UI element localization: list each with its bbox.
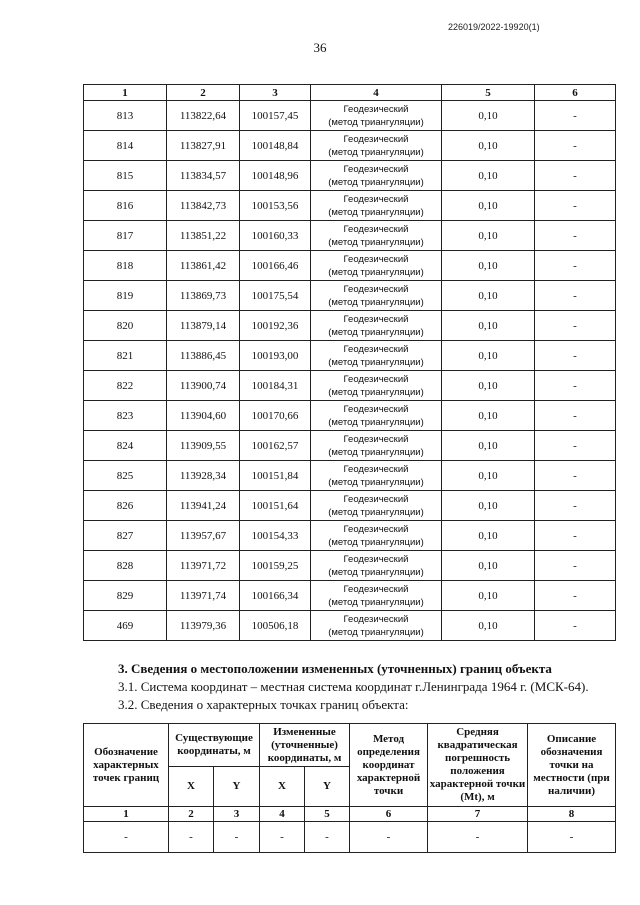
method-cell <box>311 131 442 161</box>
y-coordinate-cell: 100148,84 <box>240 131 311 161</box>
description-cell: - <box>535 251 616 281</box>
table-header-row <box>84 724 616 767</box>
point-number-cell: 814 <box>84 131 167 161</box>
y-coordinate-cell: 100192,36 <box>240 311 311 341</box>
method-line: Геодезический <box>343 193 409 205</box>
table-row <box>84 581 616 611</box>
table-row <box>84 371 616 401</box>
point-number-cell: 813 <box>84 101 167 131</box>
y-coordinate-cell: 100153,56 <box>240 191 311 221</box>
column-numbers-row <box>84 807 616 822</box>
description-cell: - <box>535 611 616 641</box>
table-cell: - <box>305 822 350 853</box>
header-cell: 2 <box>167 85 240 101</box>
accuracy-cell: 0,10 <box>442 581 535 611</box>
method-line: Геодезический <box>343 373 409 385</box>
header-changed-coordinates: Измененные (уточненные) координаты, м <box>260 724 350 767</box>
accuracy-cell: 0,10 <box>442 341 535 371</box>
point-number-cell: 820 <box>84 311 167 341</box>
x-coordinate-cell: 113971,74 <box>167 581 240 611</box>
method-line: Геодезический <box>343 493 409 505</box>
header-cell: 5 <box>442 85 535 101</box>
method-line: (метод триангуляции) <box>328 116 424 128</box>
method-line: Геодезический <box>343 403 409 415</box>
y-coordinate-cell: 100151,84 <box>240 461 311 491</box>
point-number-cell: 469 <box>84 611 167 641</box>
description-cell: - <box>535 431 616 461</box>
x-coordinate-cell: 113979,36 <box>167 611 240 641</box>
method-line: Геодезический <box>343 133 409 145</box>
column-number: 6 <box>350 807 428 822</box>
accuracy-cell: 0,10 <box>442 281 535 311</box>
accuracy-cell: 0,10 <box>442 401 535 431</box>
method-line: Геодезический <box>343 343 409 355</box>
description-cell: - <box>535 311 616 341</box>
method-cell <box>311 251 442 281</box>
table-row <box>84 401 616 431</box>
accuracy-cell: 0,10 <box>442 131 535 161</box>
header-mean-error: Средняя квадратическая погрешность положения характерной точки (Mt), м <box>428 724 528 807</box>
point-number-cell: 817 <box>84 221 167 251</box>
coordinates-table <box>83 84 616 641</box>
table-row <box>84 822 616 853</box>
table-row <box>84 131 616 161</box>
method-line: (метод триангуляции) <box>328 596 424 608</box>
accuracy-cell: 0,10 <box>442 431 535 461</box>
table-row <box>84 341 616 371</box>
table-row <box>84 521 616 551</box>
method-line: (метод триангуляции) <box>328 476 424 488</box>
accuracy-cell: 0,10 <box>442 101 535 131</box>
accuracy-cell: 0,10 <box>442 371 535 401</box>
header-existing-coordinates: Существующие координаты, м <box>169 724 260 767</box>
table-cell: - <box>169 822 214 853</box>
method-line: Геодезический <box>343 283 409 295</box>
table-cell: - <box>214 822 260 853</box>
method-line: Геодезический <box>343 613 409 625</box>
header-x-existing: X <box>169 767 214 807</box>
y-coordinate-cell: 100148,96 <box>240 161 311 191</box>
point-number-cell: 822 <box>84 371 167 401</box>
description-cell: - <box>535 191 616 221</box>
description-cell: - <box>535 281 616 311</box>
column-number: 3 <box>214 807 260 822</box>
table-row <box>84 101 616 131</box>
method-line: (метод триангуляции) <box>328 146 424 158</box>
point-number-cell: 826 <box>84 491 167 521</box>
method-line: (метод триангуляции) <box>328 446 424 458</box>
method-cell <box>311 401 442 431</box>
y-coordinate-cell: 100159,25 <box>240 551 311 581</box>
x-coordinate-cell: 113842,73 <box>167 191 240 221</box>
table-cell: - <box>84 822 169 853</box>
description-cell: - <box>535 461 616 491</box>
x-coordinate-cell: 113886,45 <box>167 341 240 371</box>
description-cell: - <box>535 521 616 551</box>
table-cell: - <box>260 822 305 853</box>
method-line: (метод триангуляции) <box>328 356 424 368</box>
method-cell <box>311 551 442 581</box>
x-coordinate-cell: 113851,22 <box>167 221 240 251</box>
method-cell <box>311 491 442 521</box>
x-coordinate-cell: 113971,72 <box>167 551 240 581</box>
point-number-cell: 827 <box>84 521 167 551</box>
y-coordinate-cell: 100151,64 <box>240 491 311 521</box>
y-coordinate-cell: 100162,57 <box>240 431 311 461</box>
section-title: 3. Сведения о местоположении измененных (уточненных) границ объекта <box>118 661 552 676</box>
table-row <box>84 491 616 521</box>
method-line: Геодезический <box>343 463 409 475</box>
method-line: Геодезический <box>343 553 409 565</box>
y-coordinate-cell: 100170,66 <box>240 401 311 431</box>
method-cell <box>311 341 442 371</box>
y-coordinate-cell: 100184,31 <box>240 371 311 401</box>
description-cell: - <box>535 581 616 611</box>
column-number: 4 <box>260 807 305 822</box>
method-cell <box>311 221 442 251</box>
method-cell <box>311 101 442 131</box>
x-coordinate-cell: 113869,73 <box>167 281 240 311</box>
table-header-row <box>84 85 616 101</box>
page-number: 36 <box>313 40 327 55</box>
method-cell <box>311 281 442 311</box>
method-line: (метод триангуляции) <box>328 206 424 218</box>
column-number: 7 <box>428 807 528 822</box>
description-cell: - <box>535 131 616 161</box>
accuracy-cell: 0,10 <box>442 221 535 251</box>
accuracy-cell: 0,10 <box>442 551 535 581</box>
table-row <box>84 551 616 581</box>
x-coordinate-cell: 113928,34 <box>167 461 240 491</box>
x-coordinate-cell: 113941,24 <box>167 491 240 521</box>
y-coordinate-cell: 100166,46 <box>240 251 311 281</box>
accuracy-cell: 0,10 <box>442 161 535 191</box>
accuracy-cell: 0,10 <box>442 251 535 281</box>
x-coordinate-cell: 113827,91 <box>167 131 240 161</box>
x-coordinate-cell: 113834,57 <box>167 161 240 191</box>
point-number-cell: 828 <box>84 551 167 581</box>
method-line: (метод триангуляции) <box>328 536 424 548</box>
header-y-changed: Y <box>305 767 350 807</box>
x-coordinate-cell: 113909,55 <box>167 431 240 461</box>
method-cell <box>311 311 442 341</box>
method-line: (метод триангуляции) <box>328 176 424 188</box>
method-cell <box>311 611 442 641</box>
x-coordinate-cell: 113861,42 <box>167 251 240 281</box>
point-number-cell: 818 <box>84 251 167 281</box>
method-line: Геодезический <box>343 163 409 175</box>
accuracy-cell: 0,10 <box>442 521 535 551</box>
accuracy-cell: 0,10 <box>442 191 535 221</box>
accuracy-cell: 0,10 <box>442 311 535 341</box>
table-row <box>84 221 616 251</box>
characteristic-points-line: 3.2. Сведения о характерных точках границ объекта: <box>118 697 409 712</box>
point-number-cell: 816 <box>84 191 167 221</box>
method-line: Геодезический <box>343 103 409 115</box>
method-line: Геодезический <box>343 223 409 235</box>
description-cell: - <box>535 161 616 191</box>
header-cell: 1 <box>84 85 167 101</box>
point-number-cell: 825 <box>84 461 167 491</box>
header-designation: Обозначение характерных точек границ <box>84 724 169 807</box>
method-cell <box>311 581 442 611</box>
method-line: Геодезический <box>343 523 409 535</box>
table-row <box>84 431 616 461</box>
method-cell <box>311 521 442 551</box>
y-coordinate-cell: 100193,00 <box>240 341 311 371</box>
method-cell <box>311 371 442 401</box>
method-line: (метод триангуляции) <box>328 626 424 638</box>
y-coordinate-cell: 100154,33 <box>240 521 311 551</box>
point-number-cell: 821 <box>84 341 167 371</box>
table-row <box>84 161 616 191</box>
x-coordinate-cell: 113900,74 <box>167 371 240 401</box>
description-cell: - <box>535 341 616 371</box>
x-coordinate-cell: 113879,14 <box>167 311 240 341</box>
method-line: Геодезический <box>343 313 409 325</box>
document-id: 226019/2022-19920(1) <box>448 22 540 32</box>
method-line: (метод триангуляции) <box>328 386 424 398</box>
description-cell: - <box>535 221 616 251</box>
description-cell: - <box>535 371 616 401</box>
header-method: Метод определения координат характерной точки <box>350 724 428 807</box>
table-cell: - <box>428 822 528 853</box>
method-line: (метод триангуляции) <box>328 296 424 308</box>
point-number-cell: 829 <box>84 581 167 611</box>
method-cell <box>311 461 442 491</box>
x-coordinate-cell: 113904,60 <box>167 401 240 431</box>
point-number-cell: 815 <box>84 161 167 191</box>
table-row <box>84 461 616 491</box>
method-cell <box>311 431 442 461</box>
method-line: (метод триангуляции) <box>328 266 424 278</box>
y-coordinate-cell: 100157,45 <box>240 101 311 131</box>
method-line: (метод триангуляции) <box>328 236 424 248</box>
header-y-existing: Y <box>214 767 260 807</box>
header-cell: 3 <box>240 85 311 101</box>
method-cell <box>311 161 442 191</box>
method-line: Геодезический <box>343 433 409 445</box>
y-coordinate-cell: 100160,33 <box>240 221 311 251</box>
method-line: (метод триангуляции) <box>328 566 424 578</box>
accuracy-cell: 0,10 <box>442 461 535 491</box>
header-description: Описание обозначения точки на местности (при наличии) <box>528 724 616 807</box>
accuracy-cell: 0,10 <box>442 611 535 641</box>
point-number-cell: 819 <box>84 281 167 311</box>
header-x-changed: X <box>260 767 305 807</box>
method-line: Геодезический <box>343 253 409 265</box>
point-number-cell: 824 <box>84 431 167 461</box>
table-row <box>84 281 616 311</box>
column-number: 5 <box>305 807 350 822</box>
table-row <box>84 611 616 641</box>
x-coordinate-cell: 113822,64 <box>167 101 240 131</box>
point-number-cell: 823 <box>84 401 167 431</box>
header-cell: 4 <box>311 85 442 101</box>
table-row <box>84 251 616 281</box>
coordinate-system-line: 3.1. Система координат – местная система координат г.Ленинграда 1964 г. (МСК-64). <box>118 679 589 694</box>
table-row <box>84 311 616 341</box>
description-cell: - <box>535 551 616 581</box>
method-line: Геодезический <box>343 583 409 595</box>
y-coordinate-cell: 100506,18 <box>240 611 311 641</box>
column-number: 2 <box>169 807 214 822</box>
description-cell: - <box>535 101 616 131</box>
table-row <box>84 191 616 221</box>
method-line: (метод триангуляции) <box>328 326 424 338</box>
table-cell: - <box>528 822 616 853</box>
changed-boundaries-table <box>83 723 616 853</box>
description-cell: - <box>535 401 616 431</box>
description-cell: - <box>535 491 616 521</box>
accuracy-cell: 0,10 <box>442 491 535 521</box>
method-cell <box>311 191 442 221</box>
column-number: 8 <box>528 807 616 822</box>
y-coordinate-cell: 100175,54 <box>240 281 311 311</box>
column-number: 1 <box>84 807 169 822</box>
header-cell: 6 <box>535 85 616 101</box>
y-coordinate-cell: 100166,34 <box>240 581 311 611</box>
table-cell: - <box>350 822 428 853</box>
method-line: (метод триангуляции) <box>328 506 424 518</box>
x-coordinate-cell: 113957,67 <box>167 521 240 551</box>
method-line: (метод триангуляции) <box>328 416 424 428</box>
